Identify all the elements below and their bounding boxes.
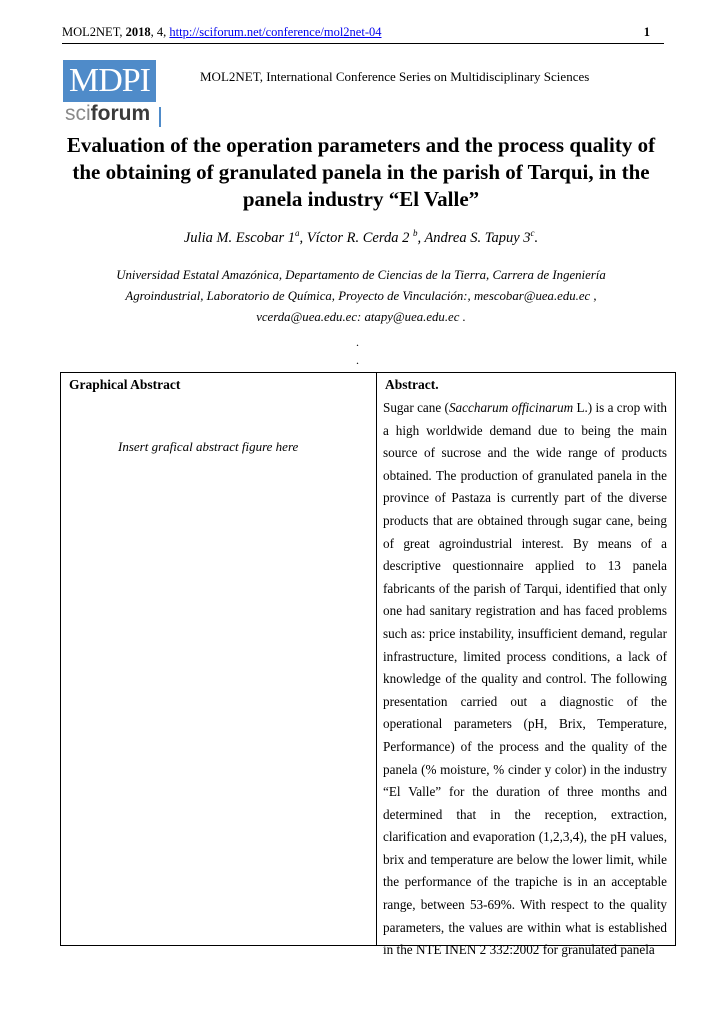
journal-name: MOL2NET, (62, 25, 123, 39)
abstract-table (60, 372, 676, 958)
graphical-abstract-title: Graphical Abstract (69, 377, 181, 392)
conference-series: MOL2NET, International Conference Series on Multidisciplinary Sciences (200, 69, 590, 84)
abstract-text: Sugar cane (Saccharum officinarum L.) is a crop with a high worldwide demand due to being the main source of sucrose and the wide range of products obtained. The production of granulated panela in the province of Pastaza is currently part of the diverse products that are obtained through sugar cane, being of great agroindustrial interest. By means of a descriptive questionnaire applied to 13 panela fabricants of the parish of Tarqui, identified that only one had sanitary registration and has faced problems such as: price instability, insufficient demand, regular infrastructure, limited process conditions, a lack of knowledge of the quality and control. The following presentation carried out a diagnostic of the operational parameters (pH, Brix, Temperature, Performance) of the process and the quality of the panela (% moisture, % cinder y color) in the industry “El Valle” for the duration of three months and determined that in the reception, extraction, clarification and evaporation (1,2,3,4), the pH values, brix and temperature are below the lower limit, while the performance of the trapiche is in an acceptable range, between 53-69%. With respect to the quality parameters, the values are within what is established in the NTE INEN 2 332:2002 for granulated panela (383, 400, 667, 958)
affiliation-line: vcerda@uea.edu.ec: atapy@uea.edu.ec . (256, 310, 466, 324)
volume: , 4, (150, 25, 167, 39)
species-name: Saccharum officinarum (448, 400, 574, 415)
conference-link[interactable]: http://sciforum.net/conference/mol2net-04 (169, 25, 382, 39)
graphical-abstract-placeholder: Insert grafical abstract figure here (118, 439, 299, 454)
abstract-title: Abstract. (385, 377, 439, 392)
year: 2018 (125, 25, 151, 39)
sciforum-logo-text: sciforum (65, 102, 151, 125)
paper-title: Evaluation of the operation parameters and the process quality of the obtaining of granulated panela in the parish of Tarqui, in the panela industry “El Valle” (66, 133, 656, 211)
page-number: 1 (643, 25, 650, 39)
affiliation (60, 265, 662, 328)
mdpi-sciforum-logo (63, 60, 159, 128)
column-divider (376, 373, 377, 945)
header-citation (62, 25, 382, 40)
page-header (62, 23, 664, 44)
separator-dot: . (356, 335, 359, 349)
mdpi-logo-text: MDPI (63, 60, 156, 102)
affiliation-line: Universidad Estatal Amazónica, Departamento de Ciencias de la Tierra, Carrera de Ingeniería (116, 268, 606, 282)
separator-dot: . (356, 353, 359, 367)
logo-bar (159, 107, 161, 127)
affiliation-line: Agroindustrial, Laboratorio de Química, Proyecto de Vinculación:, mescobar@uea.edu.ec , (125, 289, 597, 303)
authors: Julia M. Escobar 1$^a$, Víctor R. Cerda 2 $^b$, Andrea S. Tapuy 3$^c$. (183, 228, 539, 246)
